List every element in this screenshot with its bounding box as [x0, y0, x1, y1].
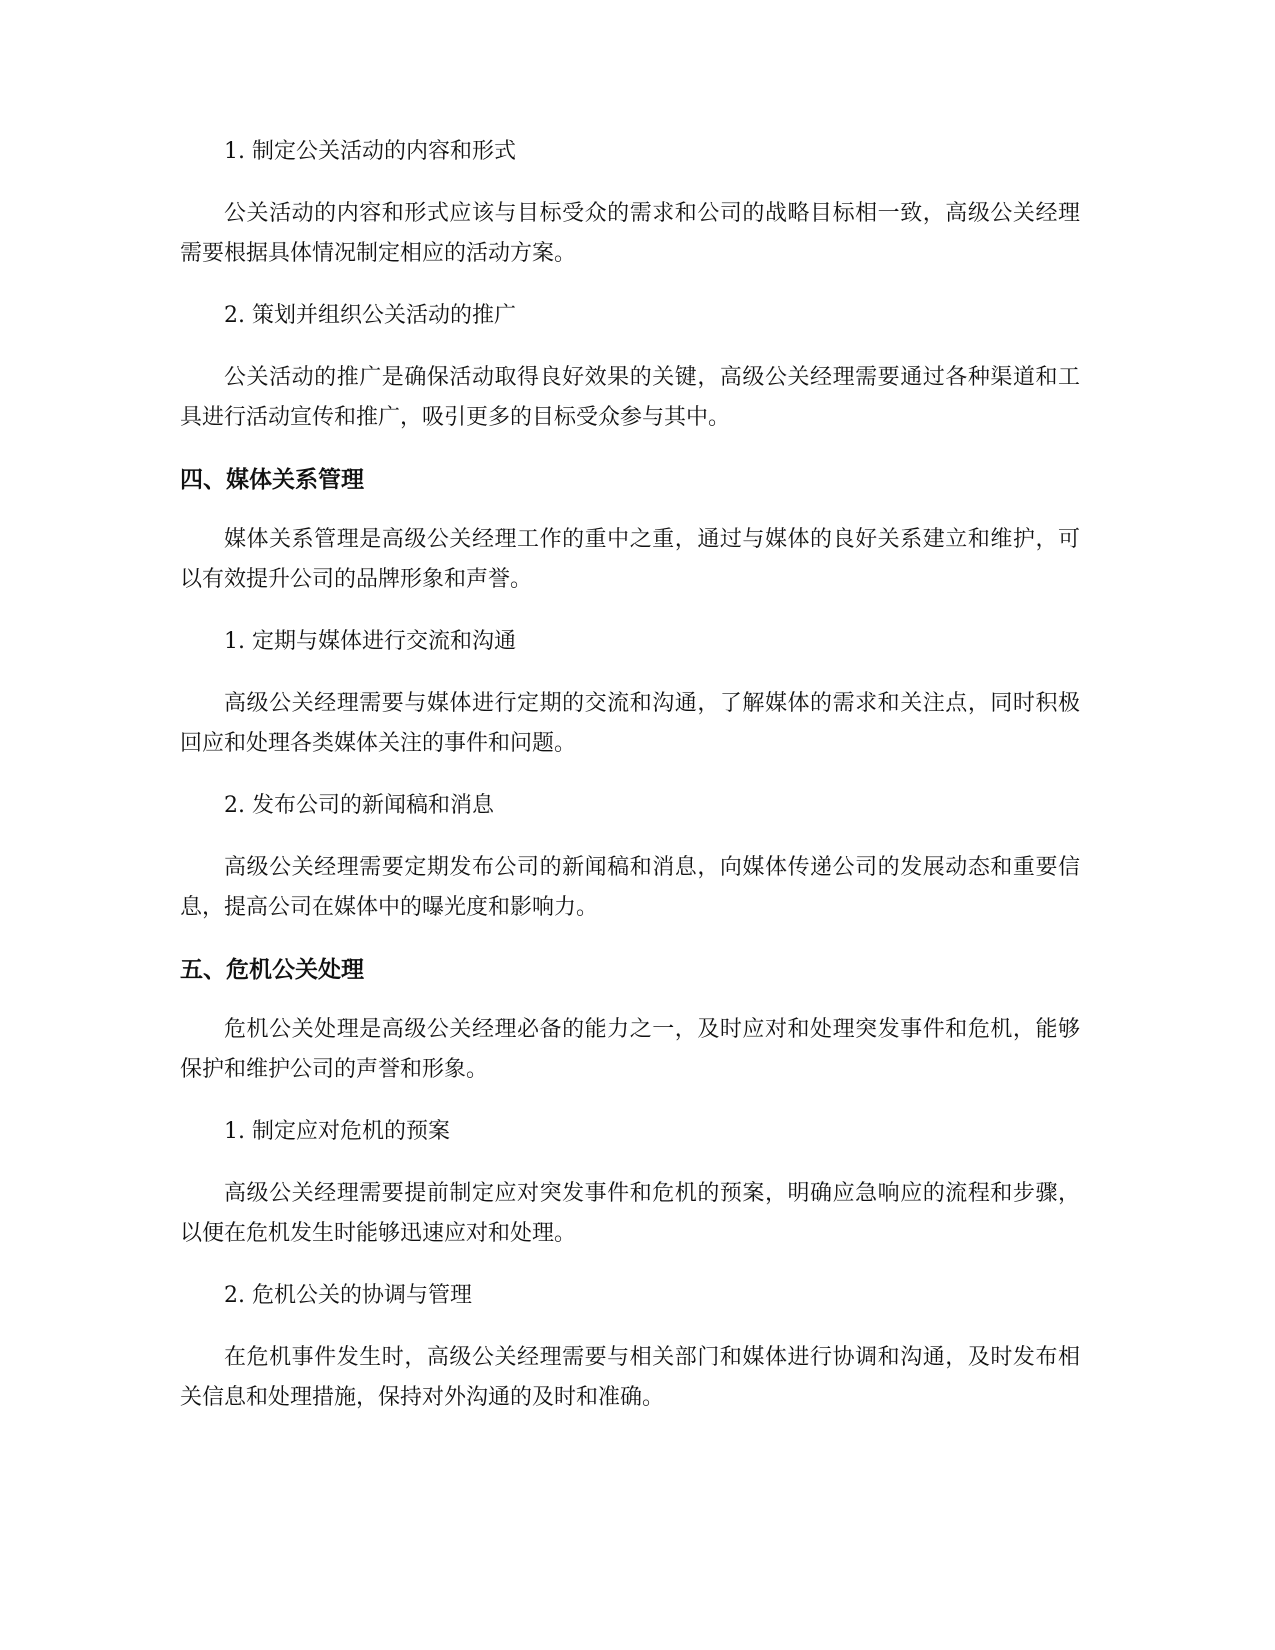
- paragraph-crisis-plan: 高级公关经理需要提前制定应对突发事件和危机的预案，明确应急响应的流程和步骤，以便在危机发生时能够迅速应对和处理。: [180, 1181, 1080, 1246]
- subheading-media-communication: 1. 定期与媒体进行交流和沟通: [224, 629, 516, 654]
- paragraph-media-relations-intro: 媒体关系管理是高级公关经理工作的重中之重，通过与媒体的良好关系建立和维护，可以有效提升公司的品牌形象和声誉。: [180, 527, 1080, 592]
- paragraph-press-release: 高级公关经理需要定期发布公司的新闻稿和消息，向媒体传递公司的发展动态和重要信息，提高公司在媒体中的曝光度和影响力。: [180, 855, 1080, 920]
- document-page: [180, 132, 1080, 1440]
- subheading-press-release: 2. 发布公司的新闻稿和消息: [224, 793, 494, 818]
- section-title-media-relations: 四、媒体关系管理: [180, 467, 364, 493]
- subheading-activity-promotion: 2. 策划并组织公关活动的推广: [224, 303, 516, 328]
- paragraph-activity-promotion: 公关活动的推广是确保活动取得良好效果的关键，高级公关经理需要通过各种渠道和工具进行活动宣传和推广，吸引更多的目标受众参与其中。: [180, 365, 1080, 430]
- subheading-activity-content: 1. 制定公关活动的内容和形式: [224, 139, 516, 164]
- section-title-crisis-pr: 五、危机公关处理: [180, 957, 364, 983]
- subheading-crisis-coordination: 2. 危机公关的协调与管理: [224, 1283, 472, 1308]
- subheading-crisis-plan: 1. 制定应对危机的预案: [224, 1119, 450, 1144]
- paragraph-media-communication: 高级公关经理需要与媒体进行定期的交流和沟通，了解媒体的需求和关注点，同时积极回应和处理各类媒体关注的事件和问题。: [180, 691, 1080, 756]
- paragraph-crisis-coordination: 在危机事件发生时，高级公关经理需要与相关部门和媒体进行协调和沟通，及时发布相关信息和处理措施，保持对外沟通的及时和准确。: [180, 1345, 1080, 1410]
- paragraph-activity-content: 公关活动的内容和形式应该与目标受众的需求和公司的战略目标相一致，高级公关经理需要根据具体情况制定相应的活动方案。: [180, 201, 1080, 266]
- paragraph-crisis-pr-intro: 危机公关处理是高级公关经理必备的能力之一，及时应对和处理突发事件和危机，能够保护和维护公司的声誉和形象。: [180, 1017, 1080, 1082]
